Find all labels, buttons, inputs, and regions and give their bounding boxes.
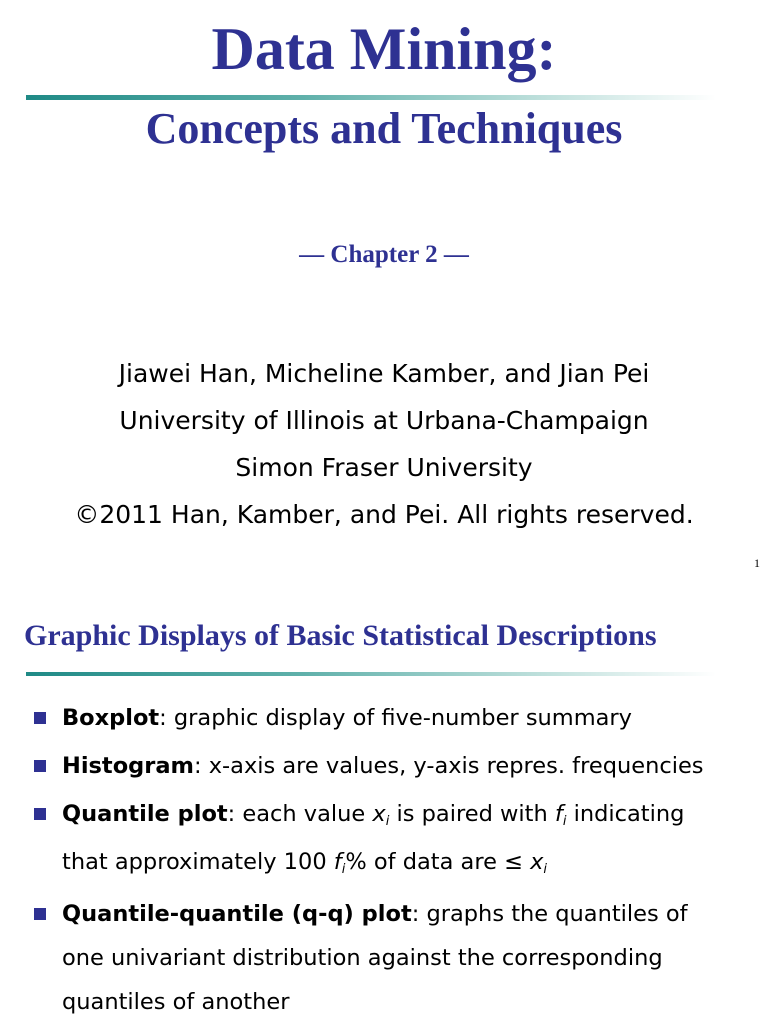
math-var: $f_i$: [333, 849, 346, 877]
slide-heading: Graphic Displays of Basic Statistical Descriptions: [24, 619, 657, 652]
math-var: $x_i$: [372, 801, 390, 829]
bullet-term: Quantile plot: [62, 801, 228, 827]
bullet-text: : graphic display of five-number summary: [159, 705, 632, 731]
heading-divider: [26, 672, 716, 676]
author-line: ©2011 Han, Kamber, and Pei. All rights reserved.: [74, 500, 694, 529]
bullet-term: Quantile-quantile (q-q) plot: [62, 901, 412, 927]
bullet-term: Boxplot: [62, 705, 160, 731]
slide-subtitle: Concepts and Techniques: [145, 104, 623, 153]
bullet-text: that approximately 100: [62, 849, 334, 875]
content-slide: [0, 590, 768, 1024]
title-divider: [26, 95, 716, 100]
bullet-line: quantiles of another: [62, 989, 290, 1015]
bullet-line: one univariant distribution against the corresponding: [62, 945, 663, 971]
chapter-label: — Chapter 2 —: [299, 241, 469, 268]
square-bullet-icon: [34, 760, 46, 772]
bullet-text: is paired with: [389, 801, 555, 827]
square-bullet-icon: [34, 908, 46, 920]
bullet-line: [62, 892, 748, 936]
bullet-text: : each value: [227, 801, 373, 827]
list-item: [0, 694, 768, 742]
square-bullet-icon: [34, 808, 46, 820]
list-item: [0, 892, 768, 1024]
bullet-text: % of data are ≤: [345, 849, 531, 875]
square-bullet-icon: [34, 712, 46, 724]
list-item: [0, 790, 768, 886]
author-line: Jiawei Han, Micheline Kamber, and Jian Pei: [118, 359, 650, 388]
bullet-term: Histogram: [62, 753, 194, 779]
bullet-text: : graphs the quantiles of: [411, 901, 688, 927]
list-item: [0, 742, 768, 790]
math-var: $f_i$: [554, 801, 567, 829]
author-block: [0, 350, 768, 538]
slide-title: Data Mining:: [211, 16, 557, 82]
bullet-text: indicating: [566, 801, 685, 827]
author-line: University of Illinois at Urbana-Champaign: [119, 406, 649, 435]
page-number: 1: [754, 556, 760, 570]
bullet-line: [62, 790, 748, 838]
math-var: $x_i$: [530, 849, 548, 877]
bullet-list: [0, 694, 768, 1024]
bullet-line: [62, 694, 748, 742]
author-line: Simon Fraser University: [235, 453, 533, 482]
bullet-line: [62, 742, 748, 790]
bullet-line: [62, 838, 748, 886]
bullet-text: : x-axis are values, y-axis repres. frequencies: [193, 753, 704, 779]
